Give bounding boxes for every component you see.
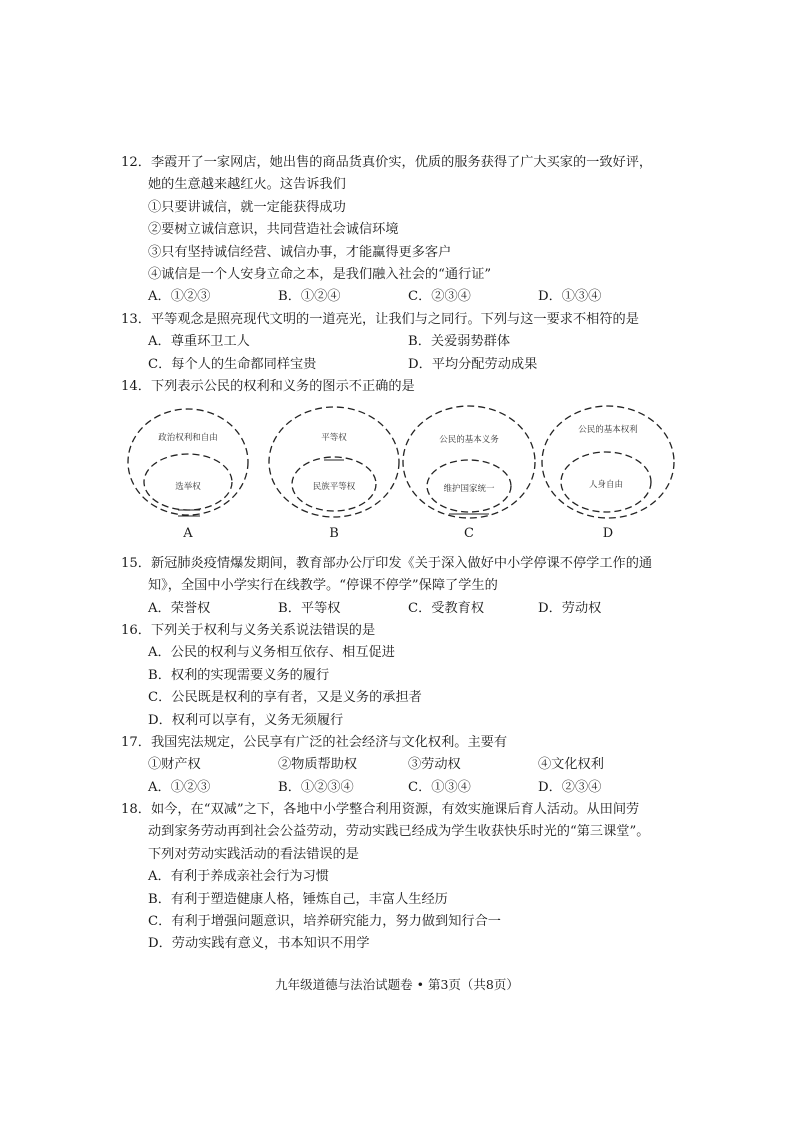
q18-stem-line1: 18．如今，在“双减”之下，各地中小学整合利用资源，有效实施课后育人活动。从田间劳: [121, 802, 640, 817]
q18-stem-line3: 下列对劳动实践活动的看法错误的是: [148, 846, 359, 862]
question-16: [121, 620, 681, 732]
q12-item-3: ③只有坚持诚信经营、诚信办事，才能赢得更多客户: [148, 244, 452, 260]
q13-stem: 13．平等观念是照亮现代文明的一道亮光，让我们与之同行。下列与这一要求不相符的是: [121, 312, 639, 327]
q14-stem: 14．下列表示公民的权利和义务的图示不正确的是: [121, 379, 415, 394]
question-18: [121, 799, 681, 956]
q12-item-1: ①只要讲诚信，就一定能获得成功: [148, 199, 346, 215]
q16-option-b[interactable]: B．权利的实现需要义务的履行: [148, 667, 330, 683]
diagram-a-outer-text: 政治权利和自由: [158, 433, 218, 443]
q13-option-b[interactable]: B．关爱弱势群体: [408, 334, 511, 350]
question-15: [121, 553, 681, 620]
q17-options: [121, 777, 681, 799]
diagram-d-label: D: [602, 526, 614, 541]
q17-option-d[interactable]: D．②③④: [538, 779, 602, 795]
page-footer: 九年级道德与法治试题卷 • 第3页（共8页）: [275, 977, 519, 992]
diagram-b-outer-text: 平等权: [321, 433, 347, 443]
diagram-a-outer-circle: [128, 409, 248, 515]
diagram-d-outer-circle: [542, 406, 674, 518]
q12-item-4: ④诚信是一个人安身立命之本，是我们融入社会的“通行证”: [148, 266, 492, 282]
question-13: [121, 309, 681, 376]
q14-diagram-a[interactable]: [128, 409, 248, 541]
q13-option-d[interactable]: D．平均分配劳动成果: [408, 356, 538, 372]
q18-stem-line2: 动到家务劳动再到社会公益劳动，劳动实践已经成为学生收获快乐时光的“第三课堂”。: [148, 824, 650, 840]
q13-option-c[interactable]: C．每个人的生命都同样宝贵: [148, 356, 317, 372]
q16-option-c[interactable]: C．公民既是权利的享有者，又是义务的承担者: [148, 690, 422, 706]
q13-options-row1: [121, 331, 681, 353]
q18-option-b[interactable]: B．有利于塑造健康人格，锤炼自己，丰富人生经历: [148, 891, 448, 907]
diagram-b-inner-text: 民族平等权: [312, 482, 356, 492]
q15-option-d[interactable]: D．劳动权: [538, 600, 602, 616]
q12-stem-line2: 她的生意越来越红火。这告诉我们: [148, 177, 346, 193]
q17-item-1: ①财产权: [148, 757, 201, 773]
q12-item-2: ②要树立诚信意识，共同营造社会诚信环境: [148, 222, 399, 238]
diagram-c-outer-text: 公民的基本义务: [439, 435, 499, 445]
q17-item-2: ②物质帮助权: [278, 757, 358, 773]
q17-stem: 17．我国宪法规定，公民享有广泛的社会经济与文化权利。主要有: [121, 735, 508, 750]
q15-options: [121, 598, 681, 620]
q14-diagram-c[interactable]: [403, 406, 535, 541]
q17-items: [121, 754, 681, 776]
q15-stem-line1: 15．新冠肺炎疫情爆发期间，教育部办公厅印发《关于深入做好中小学停课不停学工作的通: [121, 556, 653, 571]
question-17: [121, 732, 681, 799]
q18-option-a[interactable]: A．有利于养成亲社会行为习惯: [148, 869, 329, 885]
q15-option-c[interactable]: C．受教育权: [408, 600, 485, 616]
q18-option-c[interactable]: C．有利于增强问题意识，培养研究能力，努力做到知行合一: [148, 913, 501, 929]
q14-diagram-b[interactable]: [269, 407, 399, 541]
q17-option-c[interactable]: C．①③④: [408, 779, 471, 795]
diagram-c-outer-circle: [403, 406, 535, 518]
diagram-c-label: C: [464, 526, 474, 541]
diagram-d-inner-text: 人身自由: [588, 480, 624, 490]
q15-stem-line2: 知》，全国中小学实行在线教学。“停课不停学”保障了学生的: [148, 578, 498, 594]
q14-diagrams: [126, 402, 686, 542]
question-12: [121, 152, 681, 309]
q13-options-row2: [121, 354, 681, 376]
q12-option-a[interactable]: A．①②③: [148, 289, 211, 305]
diagram-b-outer-circle: [269, 407, 399, 517]
q18-option-d[interactable]: D．劳动实践有意义，书本知识不用学: [148, 936, 370, 952]
diagram-a-label: A: [183, 526, 193, 541]
question-14: [121, 376, 681, 398]
q17-item-3: ③劳动权: [408, 757, 461, 773]
q12-stem-line1: 12．李霞开了一家网店，她出售的商品货真价实，优质的服务获得了广大买家的一致好评，: [121, 155, 653, 170]
q16-stem: 16．下列关于权利与义务关系说法错误的是: [121, 623, 376, 638]
diagram-d-outer-text: 公民的基本权利: [578, 425, 638, 435]
q15-option-a[interactable]: A．荣誉权: [148, 600, 211, 616]
q16-option-a[interactable]: A．公民的权利与义务相互依存、相互促进: [148, 645, 395, 661]
q12-option-b[interactable]: B．①②④: [278, 289, 341, 305]
diagram-c-inner-text: 维护国家统一: [443, 484, 495, 494]
q12-option-c[interactable]: C．②③④: [408, 289, 471, 305]
q17-option-a[interactable]: A．①②③: [148, 779, 211, 795]
diagram-b-label: B: [329, 526, 339, 541]
q15-option-b[interactable]: B．平等权: [278, 600, 341, 616]
q17-option-b[interactable]: B．①②③④: [278, 779, 354, 795]
q17-item-4: ④文化权利: [538, 757, 604, 773]
q16-option-d[interactable]: D．权利可以享有，义务无须履行: [148, 712, 344, 728]
diagram-a-inner-text: 选举权: [175, 482, 201, 492]
q13-option-a[interactable]: A．尊重环卫工人: [148, 334, 250, 350]
q12-option-d[interactable]: D．①③④: [538, 289, 602, 305]
q14-diagram-d[interactable]: [542, 406, 674, 541]
q12-options: [121, 286, 681, 308]
